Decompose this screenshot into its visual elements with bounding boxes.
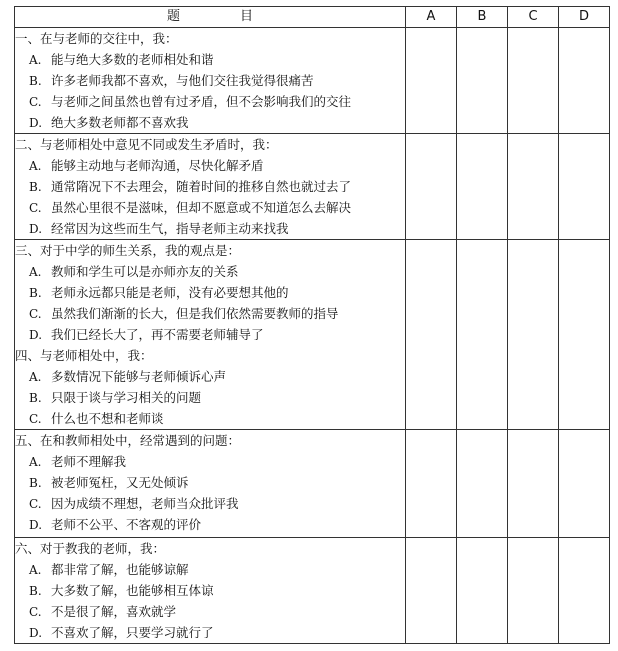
option-item bbox=[15, 324, 405, 345]
option-text: 只限于谈与学习相关的问题 bbox=[51, 390, 202, 405]
option-letter: C. bbox=[29, 307, 42, 321]
option-text: 虽然心里很不是滋味，但却不愿意或不知道怎么去解决 bbox=[51, 200, 352, 215]
header-topic bbox=[15, 7, 406, 28]
option-letter: D. bbox=[29, 328, 43, 342]
option-text: 老师不公平、不客观的评价 bbox=[51, 517, 202, 532]
answer-cell-b[interactable] bbox=[457, 134, 508, 240]
option-text: 大多数了解，也能够相互体谅 bbox=[51, 583, 214, 598]
option-text: 多数情况下能够与老师倾诉心声 bbox=[51, 369, 227, 384]
answer-cell-c[interactable] bbox=[508, 430, 559, 538]
question-text: 五、在和教师相处中，经常遇到的问题： bbox=[15, 433, 241, 448]
option-text: 通常隋况下不去理会，随着时间的推移自然也就过去了 bbox=[51, 179, 352, 194]
header-col-b: B bbox=[457, 7, 508, 28]
answer-cell-b[interactable] bbox=[457, 28, 508, 134]
option-item bbox=[15, 408, 405, 429]
header-col-d: D bbox=[559, 7, 610, 28]
question-text: 四、与老师相处中，我： bbox=[15, 348, 153, 363]
option-text: 不是很了解，喜欢就学 bbox=[51, 604, 177, 619]
option-text: 与老师之间虽然也曾有过矛盾，但不会影响我们的交往 bbox=[51, 94, 352, 109]
option-item bbox=[15, 112, 405, 133]
option-letter: A. bbox=[29, 53, 42, 67]
option-letter: B. bbox=[29, 584, 42, 598]
option-letter: B. bbox=[29, 286, 42, 300]
option-item bbox=[15, 366, 405, 387]
question-row bbox=[15, 240, 610, 430]
option-text: 都非常了解，也能够谅解 bbox=[51, 562, 189, 577]
option-text: 因为成绩不理想，老师当众批评我 bbox=[51, 496, 239, 511]
option-letter: B. bbox=[29, 476, 42, 490]
option-letter: D. bbox=[29, 222, 43, 236]
option-item bbox=[15, 303, 405, 324]
option-text: 绝大多数老师都不喜欢我 bbox=[51, 115, 189, 130]
option-item bbox=[15, 261, 405, 282]
option-item bbox=[15, 559, 405, 580]
answer-cell-b[interactable] bbox=[457, 538, 508, 644]
question-cell bbox=[15, 538, 406, 644]
option-letter: A. bbox=[29, 370, 42, 384]
option-letter: C. bbox=[29, 605, 42, 619]
question-row bbox=[15, 134, 610, 240]
question-cell bbox=[15, 28, 406, 134]
header-row bbox=[15, 7, 610, 28]
option-text: 老师永远都只能是老师，没有必要想其他的 bbox=[51, 285, 289, 300]
option-letter: B. bbox=[29, 180, 42, 194]
answer-cell-b[interactable] bbox=[457, 240, 508, 430]
option-letter: C. bbox=[29, 201, 42, 215]
answer-cell-a[interactable] bbox=[406, 430, 457, 538]
option-item bbox=[15, 580, 405, 601]
option-item bbox=[15, 622, 405, 643]
option-letter: A. bbox=[29, 159, 42, 173]
survey-table bbox=[14, 6, 610, 644]
question-row bbox=[15, 430, 610, 538]
option-letter: A. bbox=[29, 265, 42, 279]
option-item bbox=[15, 451, 405, 472]
question-text: 二、与老师相处中意见不同或发生矛盾时，我： bbox=[15, 137, 278, 152]
option-text: 虽然我们渐渐的长大，但是我们依然需要教师的指导 bbox=[51, 306, 339, 321]
answer-cell-a[interactable] bbox=[406, 538, 457, 644]
option-text: 我们已经长大了，再不需要老师辅导了 bbox=[51, 327, 264, 342]
option-item bbox=[15, 387, 405, 408]
answer-cell-a[interactable] bbox=[406, 28, 457, 134]
option-text: 什么也不想和老师谈 bbox=[51, 411, 164, 426]
option-letter: A. bbox=[29, 455, 42, 469]
option-letter: D. bbox=[29, 626, 43, 640]
question-row bbox=[15, 28, 610, 134]
option-item bbox=[15, 70, 405, 91]
question-row bbox=[15, 538, 610, 644]
option-text: 能与绝大多数的老师相处和谐 bbox=[51, 52, 214, 67]
option-letter: C. bbox=[29, 95, 42, 109]
answer-cell-d[interactable] bbox=[559, 430, 610, 538]
answer-cell-d[interactable] bbox=[559, 134, 610, 240]
option-item bbox=[15, 493, 405, 514]
option-letter: B. bbox=[29, 391, 42, 405]
option-letter: A. bbox=[29, 563, 42, 577]
header-title-part1: 题 bbox=[166, 9, 180, 24]
question-text: 一、在与老师的交往中，我： bbox=[15, 31, 178, 46]
option-item bbox=[15, 155, 405, 176]
option-item bbox=[15, 472, 405, 493]
option-text: 许多老师我都不喜欢，与他们交往我觉得很痛苦 bbox=[51, 73, 314, 88]
header-col-c: C bbox=[508, 7, 559, 28]
question-cell bbox=[15, 134, 406, 240]
answer-cell-c[interactable] bbox=[508, 134, 559, 240]
option-item bbox=[15, 282, 405, 303]
option-item bbox=[15, 514, 405, 535]
option-text: 经常因为这些而生气，指导老师主动来找我 bbox=[51, 221, 289, 236]
question-text: 六、对于教我的老师，我： bbox=[15, 541, 166, 556]
header-col-a: A bbox=[406, 7, 457, 28]
option-item bbox=[15, 218, 405, 239]
answer-cell-d[interactable] bbox=[559, 538, 610, 644]
option-letter: C. bbox=[29, 412, 42, 426]
option-item bbox=[15, 176, 405, 197]
option-item bbox=[15, 91, 405, 112]
question-cell bbox=[15, 430, 406, 538]
survey-document bbox=[14, 6, 610, 644]
option-text: 不喜欢了解，只要学习就行了 bbox=[51, 625, 214, 640]
answer-cell-c[interactable] bbox=[508, 28, 559, 134]
question-text: 三、对于中学的师生关系，我的观点是： bbox=[15, 243, 241, 258]
answer-cell-b[interactable] bbox=[457, 430, 508, 538]
answer-cell-c[interactable] bbox=[508, 240, 559, 430]
option-letter: B. bbox=[29, 74, 42, 88]
option-letter: D. bbox=[29, 518, 43, 532]
question-cell bbox=[15, 240, 406, 430]
option-text: 教师和学生可以是亦师亦友的关系 bbox=[51, 264, 239, 279]
answer-cell-a[interactable] bbox=[406, 240, 457, 430]
answer-cell-c[interactable] bbox=[508, 538, 559, 644]
header-title-part2: 目 bbox=[240, 9, 254, 24]
option-text: 老师不理解我 bbox=[51, 454, 127, 469]
option-item bbox=[15, 197, 405, 218]
answer-cell-d[interactable] bbox=[559, 240, 610, 430]
answer-cell-a[interactable] bbox=[406, 134, 457, 240]
answer-cell-d[interactable] bbox=[559, 28, 610, 134]
option-text: 被老师冤枉，又无处倾诉 bbox=[51, 475, 189, 490]
option-item bbox=[15, 601, 405, 622]
option-item bbox=[15, 49, 405, 70]
option-text: 能够主动地与老师沟通，尽快化解矛盾 bbox=[51, 158, 264, 173]
option-letter: D. bbox=[29, 116, 43, 130]
option-letter: C. bbox=[29, 497, 42, 511]
